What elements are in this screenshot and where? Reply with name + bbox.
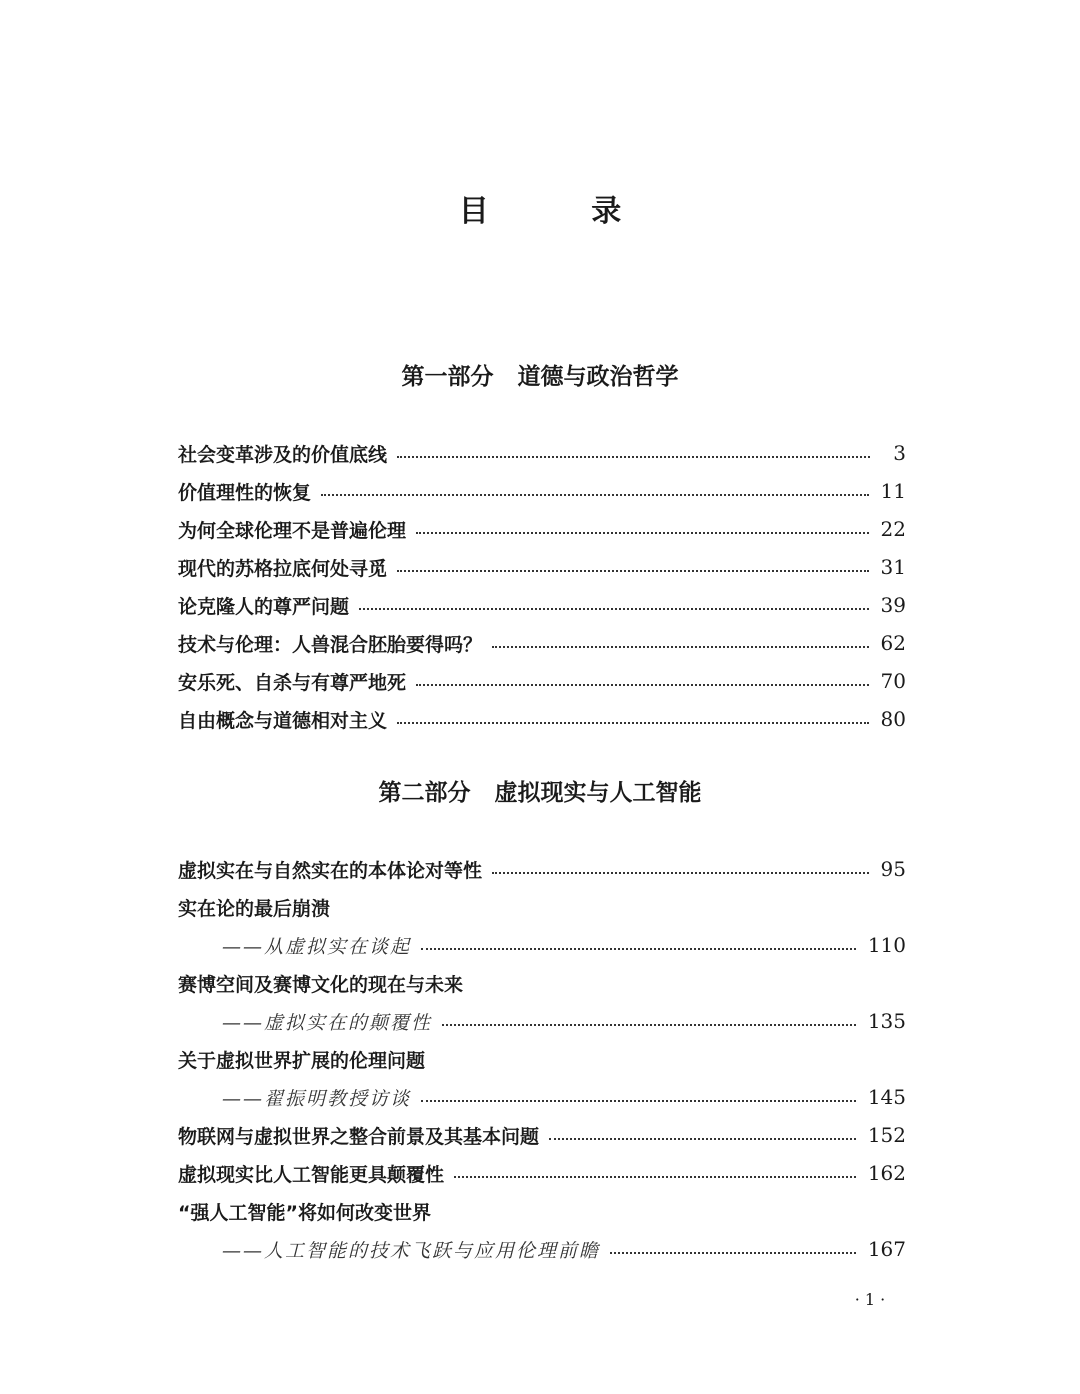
dot-leader: [397, 570, 869, 572]
toc-page-number: 167: [867, 1237, 906, 1261]
dot-leader: [454, 1176, 856, 1178]
part-heading-1: [0, 358, 1080, 391]
toc-entry-title: 现代的苏格拉底何处寻觅: [178, 557, 388, 580]
toc-page-number: 62: [880, 631, 906, 655]
toc-entry-title: 赛博空间及赛博文化的现在与未来: [178, 973, 464, 996]
part-name: 虚拟现实与人工智能: [494, 779, 702, 806]
toc-entry: [178, 662, 906, 700]
toc-entry: [178, 434, 906, 472]
toc-entry: [178, 1116, 906, 1154]
toc-entry-title: 技术与伦理：人兽混合胚胎要得吗？: [178, 633, 483, 656]
part-label: 第一部分: [401, 363, 494, 390]
toc-page-number: 22: [880, 517, 906, 541]
toc-entry-title: 社会变革涉及的价值底线: [178, 443, 388, 466]
dot-leader: [397, 722, 869, 724]
toc-entry-title: 价值理性的恢复: [178, 481, 312, 504]
toc-entry-title: ——虚拟实在的颠覆性: [222, 1011, 433, 1034]
toc-entry-title: 安乐死、自杀与有尊严地死: [178, 671, 407, 694]
toc-entry-title: 论克隆人的尊严问题: [178, 595, 350, 618]
toc-entry-title: 虚拟实在与自然实在的本体论对等性: [178, 859, 483, 882]
toc-entry: [178, 510, 906, 548]
toc-entry-title: ——从虚拟实在谈起: [222, 935, 412, 958]
toc-entry: [178, 1192, 906, 1230]
toc-entry: [178, 888, 906, 926]
dot-leader: [610, 1252, 856, 1254]
toc-entry: [178, 1154, 906, 1192]
dot-leader: [442, 1024, 856, 1026]
toc-entry-title: 为何全球伦理不是普遍伦理: [178, 519, 407, 542]
dot-leader: [397, 456, 870, 458]
dot-leader: [416, 532, 869, 534]
dot-leader: [421, 1100, 856, 1102]
toc-page-number: 152: [867, 1123, 906, 1147]
dot-leader: [492, 646, 869, 648]
toc-page-number: 110: [867, 933, 906, 957]
toc-entry-title: ——人工智能的技术飞跃与应用伦理前瞻: [222, 1239, 601, 1262]
toc-entry: [178, 472, 906, 510]
dot-leader: [549, 1138, 856, 1140]
toc-page-number: 31: [880, 555, 906, 579]
toc-page-number: 95: [880, 857, 906, 881]
toc-entry-title: ——翟振明教授访谈: [222, 1087, 412, 1110]
toc-page-number: 70: [880, 669, 906, 693]
part-label: 第二部分: [378, 779, 471, 806]
dot-leader: [416, 684, 869, 686]
toc-subentry: [178, 1002, 906, 1040]
toc-subentry: [178, 1078, 906, 1116]
toc-entry: [178, 850, 906, 888]
toc-entry-title: 自由概念与道德相对主义: [178, 709, 388, 732]
part-name: 道德与政治哲学: [517, 363, 679, 390]
toc-entry: [178, 586, 906, 624]
toc-subentry: [178, 926, 906, 964]
page-number-footer: · 1 ·: [854, 1290, 886, 1309]
toc-title: 目 录: [458, 194, 668, 229]
toc-entry-title: 虚拟现实比人工智能更具颠覆性: [178, 1163, 445, 1186]
toc-entry-title: 关于虚拟世界扩展的伦理问题: [178, 1049, 426, 1072]
part-2-entries: [178, 850, 906, 1268]
toc-page-number: 135: [867, 1009, 906, 1033]
dot-leader: [421, 948, 856, 950]
toc-entry-title: 物联网与虚拟世界之整合前景及其基本问题: [178, 1125, 540, 1148]
toc-entry: [178, 700, 906, 738]
toc-entry: [178, 624, 906, 662]
toc-page-number: 145: [867, 1085, 906, 1109]
toc-page-number: 11: [880, 479, 906, 503]
toc-page-number: 39: [880, 593, 906, 617]
dot-leader: [492, 872, 869, 874]
toc-entry: [178, 548, 906, 586]
toc-entry: [178, 1040, 906, 1078]
part-heading-2: [0, 774, 1080, 807]
toc-entry-title: 实在论的最后崩溃: [178, 897, 331, 920]
toc-page-number: 3: [893, 441, 906, 465]
toc-entry-title: “强人工智能”将如何改变世界: [178, 1201, 431, 1224]
toc-entry: [178, 964, 906, 1002]
toc-page-number: 80: [880, 707, 906, 731]
toc-page-number: 162: [867, 1161, 906, 1185]
part-1-entries: [178, 434, 906, 738]
dot-leader: [359, 608, 869, 610]
dot-leader: [321, 494, 869, 496]
toc-subentry: [178, 1230, 906, 1268]
